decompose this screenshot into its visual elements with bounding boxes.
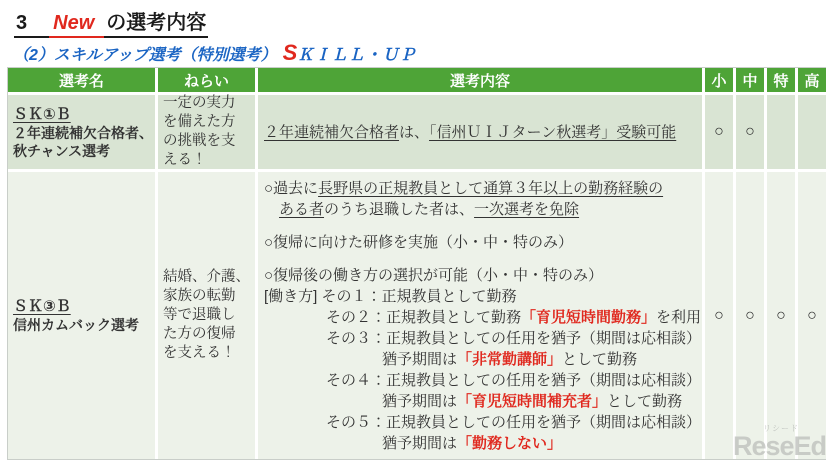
row1-mark-junior-high: ○ bbox=[736, 95, 764, 169]
text-line: 家族の転勤 bbox=[163, 288, 236, 304]
header-junior-high: 中 bbox=[736, 68, 764, 92]
text-line: 一定の実力 bbox=[163, 95, 236, 111]
underlined-text: ある者 bbox=[279, 201, 325, 218]
text-segment: ○復帰に向けた研修を実施（小・中・特のみ） bbox=[264, 234, 574, 251]
text-line: 等で退職し bbox=[163, 307, 236, 323]
row1-mark-elementary: ○ bbox=[705, 95, 733, 169]
text-line: を備えた方 bbox=[163, 114, 236, 130]
text-segment: 猶予期間は bbox=[382, 393, 458, 410]
header-selection-content: 選考内容 bbox=[258, 68, 702, 92]
page-subtitle bbox=[13, 40, 416, 66]
content-line bbox=[264, 391, 700, 412]
skill-rest-text: ＫＩＬＬ・ＵＰ bbox=[297, 47, 417, 64]
content-line bbox=[264, 307, 700, 328]
text-segment: ○復帰後の働き方の選択が可能（小・中・特のみ） bbox=[264, 267, 604, 284]
red-highlight-text: 「非常勤講師」 bbox=[457, 351, 563, 368]
underlined-text: 「信州ＵＩＪターン秋選考」受験可能 bbox=[429, 124, 677, 141]
content-line bbox=[264, 232, 700, 253]
red-highlight-text: 「育児短時間補充者」 bbox=[457, 393, 608, 410]
content-line bbox=[264, 412, 700, 433]
header-aim: ねらい bbox=[158, 68, 255, 92]
text-line: える！ bbox=[163, 152, 207, 168]
subtitle-text: （2）スキルアップ選考（特別選考） bbox=[13, 47, 277, 64]
text-segment: その２：正規教員として勤務 bbox=[326, 309, 522, 326]
reseed-watermark bbox=[733, 425, 826, 459]
selection-name-lines bbox=[13, 316, 155, 334]
selection-table bbox=[8, 68, 826, 459]
content-line bbox=[264, 433, 700, 454]
red-highlight-text: 「育児短時間勤務」 bbox=[521, 309, 657, 326]
underlined-text: 長野県の正規教員として通算３年以上の勤務経験の bbox=[318, 180, 664, 197]
row2-mark-elementary: ○ bbox=[705, 172, 733, 459]
content-line bbox=[264, 349, 700, 370]
underlined-text: 一次選考を免除 bbox=[474, 201, 580, 218]
header-elementary: 小 bbox=[705, 68, 733, 92]
content-line bbox=[264, 265, 700, 286]
text-segment: として勤務 bbox=[607, 393, 683, 410]
row2-mark-junior-high: ○ bbox=[736, 172, 764, 459]
text-segment bbox=[264, 201, 279, 218]
row1-selection-name-cell bbox=[8, 95, 155, 169]
text-segment: は、 bbox=[399, 124, 430, 141]
row1-content-cell bbox=[258, 95, 702, 169]
header-special: 特 bbox=[767, 68, 795, 92]
skill-initial-letter: S bbox=[282, 40, 298, 65]
content-line bbox=[264, 199, 700, 220]
text-line: た方の復帰 bbox=[163, 326, 236, 342]
text-line: を支える！ bbox=[163, 345, 236, 361]
row1-mark-high bbox=[798, 95, 826, 169]
content-line bbox=[264, 178, 700, 199]
row2-mark-high: ○ bbox=[798, 172, 826, 459]
row1-mark-special bbox=[767, 95, 795, 169]
text-line: 結婚、介護、 bbox=[163, 269, 250, 285]
title-new-highlight: New bbox=[49, 12, 104, 38]
red-highlight-text: 「勤務しない」 bbox=[457, 435, 563, 452]
watermark-furigana: リシード bbox=[763, 424, 799, 433]
text-line: ２年連続補欠合格者、 bbox=[13, 124, 153, 141]
title-number: 3 bbox=[14, 12, 49, 38]
content-line bbox=[264, 286, 700, 307]
text-segment: を利用 bbox=[656, 309, 702, 326]
text-segment: のうち退職した者は、 bbox=[324, 201, 475, 218]
page-title bbox=[14, 6, 208, 35]
content-line bbox=[264, 328, 700, 349]
row2-mark-special: ○ bbox=[767, 172, 795, 459]
selection-code: ＳＫ③Ｂ bbox=[13, 298, 71, 315]
header-high: 高 bbox=[798, 68, 826, 92]
underlined-text: ２年連続補欠合格者 bbox=[264, 124, 400, 141]
row1-aim-cell bbox=[158, 95, 255, 169]
text-line: 信州カムバック選考 bbox=[13, 317, 139, 333]
text-segment: [働き方] その１：正規教員として勤務 bbox=[264, 288, 517, 305]
row2-aim-cell bbox=[158, 172, 255, 459]
text-segment: ○過去に bbox=[264, 180, 319, 197]
text-segment: その３：正規教員としての任用を猶予（期間は応相談） bbox=[326, 330, 702, 347]
title-text: の選考内容 bbox=[104, 12, 208, 38]
content-line bbox=[264, 122, 700, 143]
text-segment: 猶予期間は bbox=[382, 351, 458, 368]
text-line: の挑戦を支 bbox=[163, 133, 236, 149]
row2-selection-name-cell bbox=[8, 172, 155, 459]
header-selection-name: 選考名 bbox=[8, 68, 155, 92]
text-line: 秋チャンス選考 bbox=[13, 142, 111, 159]
text-segment: 猶予期間は bbox=[382, 435, 458, 452]
content-line bbox=[264, 370, 700, 391]
row2-content-cell bbox=[258, 172, 702, 459]
selection-name-lines bbox=[13, 124, 155, 160]
text-segment: その４：正規教員としての任用を猶予（期間は応相談） bbox=[326, 372, 702, 389]
reseed-logo: ReseEd bbox=[733, 431, 826, 461]
text-segment: として勤務 bbox=[562, 351, 638, 368]
text-segment: その５：正規教員としての任用を猶予（期間は応相談） bbox=[326, 414, 702, 431]
selection-code: ＳＫ①Ｂ bbox=[13, 105, 71, 123]
